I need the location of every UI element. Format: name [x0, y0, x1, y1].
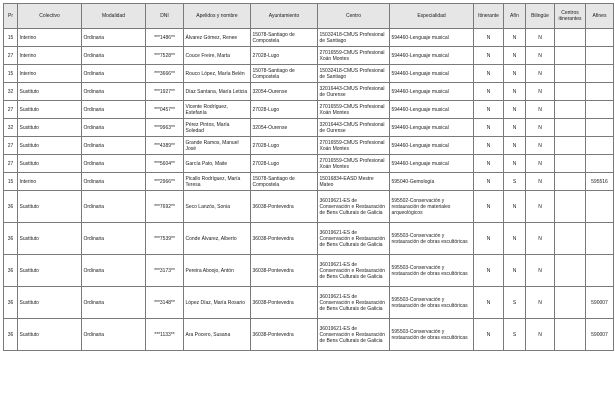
table-cell — [586, 223, 614, 255]
table-row — [4, 319, 614, 351]
table-cell — [586, 47, 614, 65]
table-cell: N — [474, 319, 504, 351]
table-cell: Seco Lanzós, Sonia — [184, 191, 251, 223]
table-row — [4, 223, 614, 255]
table-cell: 590007 — [586, 287, 614, 319]
table-cell: 15016834-EASD Mestre Mateo — [318, 173, 390, 191]
table-cell — [586, 29, 614, 47]
table-cell: 32054-Ourense — [251, 83, 318, 101]
table-cell: 36 — [4, 255, 18, 287]
table-cell: Álvarez Gómez, Renee — [184, 29, 251, 47]
table-cell: 15 — [4, 29, 18, 47]
table-cell: N — [474, 137, 504, 155]
table-cell: 595516 — [586, 173, 614, 191]
table-cell: N — [526, 101, 555, 119]
table-cell: N — [474, 173, 504, 191]
column-header: DNI — [146, 4, 184, 29]
table-row — [4, 29, 614, 47]
table-cell: 36038-Pontevedra — [251, 255, 318, 287]
table-cell: 27016559-CMUS Profesional Xoán Montes — [318, 155, 390, 173]
table-cell: Ordinaria — [82, 191, 146, 223]
table-cell: 32016443-CMUS Profesional de Ourense — [318, 119, 390, 137]
table-cell: Ordinaria — [82, 65, 146, 83]
table-cell: ***3173** — [146, 255, 184, 287]
table-cell: 15078-Santiago de Compostela — [251, 29, 318, 47]
table-cell: N — [504, 191, 526, 223]
table-cell — [555, 191, 586, 223]
table-cell: Ordinaria — [82, 83, 146, 101]
table-cell — [555, 155, 586, 173]
table-cell: 32016443-CMUS Profesional de Ourense — [318, 83, 390, 101]
assignments-table — [3, 3, 614, 351]
table-cell: 594460-Lenguaje musical — [390, 65, 474, 83]
table-cell: Ordinaria — [82, 29, 146, 47]
table-cell: García Pato, Maite — [184, 155, 251, 173]
table-cell: 36038-Pontevedra — [251, 191, 318, 223]
table-cell: 36019621-ES de Conservación e Restauración de Bens Culturais de Galicia — [318, 191, 390, 223]
table-cell: 27 — [4, 137, 18, 155]
table-cell: ***1133** — [146, 319, 184, 351]
table-cell — [586, 155, 614, 173]
table-cell: Ordinaria — [82, 47, 146, 65]
table-cell — [555, 173, 586, 191]
table-cell — [555, 83, 586, 101]
table-cell: Sustituto — [18, 137, 82, 155]
table-cell — [555, 223, 586, 255]
table-cell: 36 — [4, 191, 18, 223]
table-cell — [586, 137, 614, 155]
column-header: Pr — [4, 4, 18, 29]
table-cell: ***1486** — [146, 29, 184, 47]
table-cell: ***7539** — [146, 223, 184, 255]
table-cell: S — [504, 319, 526, 351]
table-cell: 595503-Conservación y restauración de obras escultóricas — [390, 287, 474, 319]
table-cell: Vicente Rodríguez, Estefanía — [184, 101, 251, 119]
table-cell: N — [474, 29, 504, 47]
table-cell: N — [504, 83, 526, 101]
table-cell: 32 — [4, 83, 18, 101]
table-cell: Interino — [18, 65, 82, 83]
table-cell: Sustituto — [18, 101, 82, 119]
column-header: Colectivo — [18, 4, 82, 29]
table-cell — [555, 47, 586, 65]
table-cell: S — [504, 173, 526, 191]
table-cell: N — [504, 101, 526, 119]
table-cell: N — [526, 65, 555, 83]
table-cell: 15032418-CMUS Profesional de Santiago — [318, 65, 390, 83]
table-cell: 27016559-CMUS Profesional Xoán Montes — [318, 137, 390, 155]
table-cell — [586, 191, 614, 223]
table-cell: 27016559-CMUS Profesional Xoán Montes — [318, 47, 390, 65]
table-cell: 27028-Lugo — [251, 137, 318, 155]
table-cell: ***2966** — [146, 173, 184, 191]
table-header-row — [4, 4, 614, 29]
table-row — [4, 155, 614, 173]
table-cell: Pérez Pintos, María Soledad — [184, 119, 251, 137]
table-cell: ***1927** — [146, 83, 184, 101]
table-cell: N — [526, 83, 555, 101]
table-cell: 36038-Pontevedra — [251, 287, 318, 319]
table-cell: N — [504, 65, 526, 83]
table-cell: 15032418-CMUS Profesional de Santiago — [318, 29, 390, 47]
table-cell: Ordinaria — [82, 173, 146, 191]
table-cell: 594460-Lenguaje musical — [390, 119, 474, 137]
table-cell: 32 — [4, 119, 18, 137]
table-cell: N — [526, 191, 555, 223]
table-cell: 594460-Lenguaje musical — [390, 137, 474, 155]
table-cell: N — [474, 287, 504, 319]
table-cell: Sustituto — [18, 119, 82, 137]
table-cell: ***3148** — [146, 287, 184, 319]
table-cell: Sustituto — [18, 255, 82, 287]
table-cell: 27028-Lugo — [251, 47, 318, 65]
table-cell: ***0457** — [146, 101, 184, 119]
table-cell: Sustituto — [18, 223, 82, 255]
table-cell: 32054-Ourense — [251, 119, 318, 137]
table-cell: N — [504, 29, 526, 47]
table-cell — [586, 65, 614, 83]
table-row — [4, 287, 614, 319]
table-cell: 36038-Pontevedra — [251, 319, 318, 351]
table-cell: 36 — [4, 319, 18, 351]
table-cell: 27 — [4, 101, 18, 119]
table-cell: ***7528** — [146, 47, 184, 65]
table-cell: Rouco López, María Belén — [184, 65, 251, 83]
table-cell: N — [526, 223, 555, 255]
table-cell: 590007 — [586, 319, 614, 351]
table-cell: 595503-Conservación y restauración de obras escultóricas — [390, 255, 474, 287]
table-cell: N — [526, 287, 555, 319]
table-cell: 595040-Gemología — [390, 173, 474, 191]
table-cell: Picallo Rodríguez, María Teresa — [184, 173, 251, 191]
table-cell: 595502-Conservación y restauración de materiales arqueológicos — [390, 191, 474, 223]
table-cell: Conde Álvarez, Alberto — [184, 223, 251, 255]
table-cell: Ordinaria — [82, 223, 146, 255]
table-cell: N — [526, 47, 555, 65]
table-cell: 594460-Lenguaje musical — [390, 83, 474, 101]
table-cell — [555, 65, 586, 83]
table-cell: N — [474, 47, 504, 65]
table-cell: N — [474, 119, 504, 137]
table-cell: Ordinaria — [82, 101, 146, 119]
column-header: Afín — [504, 4, 526, 29]
table-cell: 15 — [4, 65, 18, 83]
table-cell: N — [526, 29, 555, 47]
table-cell: Ordinaria — [82, 319, 146, 351]
table-cell: 15078-Santiago de Compostela — [251, 65, 318, 83]
table-cell: N — [474, 65, 504, 83]
table-cell: N — [504, 47, 526, 65]
table-cell: Grande Ramos, Manuel José — [184, 137, 251, 155]
table-cell: N — [474, 101, 504, 119]
table-cell: López Díaz, María Rosario — [184, 287, 251, 319]
table-cell: N — [474, 191, 504, 223]
table-cell — [555, 29, 586, 47]
table-cell: N — [504, 255, 526, 287]
table-cell — [586, 101, 614, 119]
table-cell: N — [526, 255, 555, 287]
column-header: Bilingüe — [526, 4, 555, 29]
column-header: Especialidad — [390, 4, 474, 29]
table-cell: N — [526, 173, 555, 191]
table-cell — [555, 319, 586, 351]
table-cell: 595503-Conservación y restauración de obras escultóricas — [390, 223, 474, 255]
column-header: Afines — [586, 4, 614, 29]
column-header: Centros itinerantes — [555, 4, 586, 29]
table-cell: Ordinaria — [82, 155, 146, 173]
table-cell — [555, 137, 586, 155]
table-cell: N — [474, 255, 504, 287]
table-cell: N — [504, 155, 526, 173]
table-row — [4, 65, 614, 83]
table-cell: 595503-Conservación y restauración de obras escultóricas — [390, 319, 474, 351]
table-cell: Sustituto — [18, 191, 82, 223]
table-cell — [555, 255, 586, 287]
table-row — [4, 119, 614, 137]
table-cell: ***3666** — [146, 65, 184, 83]
column-header: Itinerante — [474, 4, 504, 29]
column-header: Ayuntamiento — [251, 4, 318, 29]
table-cell: ***7692** — [146, 191, 184, 223]
table-cell: Ara Pocero, Susana — [184, 319, 251, 351]
table-cell: 15078-Santiago de Compostela — [251, 173, 318, 191]
table-cell: 594460-Lenguaje musical — [390, 155, 474, 173]
table-row — [4, 173, 614, 191]
table-cell: 27 — [4, 47, 18, 65]
table-cell: N — [526, 119, 555, 137]
table-cell: N — [526, 319, 555, 351]
table-cell: Interino — [18, 173, 82, 191]
table-row — [4, 255, 614, 287]
table-cell — [586, 119, 614, 137]
table-cell: N — [526, 137, 555, 155]
table-row — [4, 83, 614, 101]
table-cell: Sustituto — [18, 319, 82, 351]
table-cell: 27028-Lugo — [251, 101, 318, 119]
table-cell — [555, 119, 586, 137]
table-cell: 15 — [4, 173, 18, 191]
table-cell — [586, 83, 614, 101]
table-cell: N — [504, 137, 526, 155]
column-header: Centro — [318, 4, 390, 29]
table-row — [4, 101, 614, 119]
table-cell: 36038-Pontevedra — [251, 223, 318, 255]
table-cell — [555, 287, 586, 319]
table-cell: Ordinaria — [82, 137, 146, 155]
table-cell: N — [526, 155, 555, 173]
table-cell: 594460-Lenguaje musical — [390, 47, 474, 65]
table-cell: N — [474, 155, 504, 173]
table-cell: Interino — [18, 47, 82, 65]
table-cell: N — [474, 223, 504, 255]
table-row — [4, 47, 614, 65]
table-cell: 27 — [4, 155, 18, 173]
table-cell: Sustituto — [18, 287, 82, 319]
table-cell: ***9963** — [146, 119, 184, 137]
table-cell: 594460-Lenguaje musical — [390, 101, 474, 119]
table-cell: N — [504, 223, 526, 255]
table-row — [4, 191, 614, 223]
table-cell: 594460-Lenguaje musical — [390, 29, 474, 47]
table-cell: Pereira Aboojo, Antón — [184, 255, 251, 287]
table-cell: 36019621-ES de Conservación e Restauración de Bens Culturais de Galicia — [318, 287, 390, 319]
table-cell: Díaz Santana, María Leticia — [184, 83, 251, 101]
document-page — [3, 3, 614, 351]
table-cell: Sustituto — [18, 83, 82, 101]
table-cell: Ordinaria — [82, 287, 146, 319]
column-header: Apelidos y nombre — [184, 4, 251, 29]
table-cell: N — [504, 119, 526, 137]
table-cell: N — [474, 83, 504, 101]
table-cell: S — [504, 287, 526, 319]
column-header: Modalidad — [82, 4, 146, 29]
table-cell — [586, 255, 614, 287]
table-cell: 36019621-ES de Conservación e Restauración de Bens Culturais de Galicia — [318, 319, 390, 351]
table-cell: 36019621-ES de Conservación e Restauración de Bens Culturais de Galicia — [318, 223, 390, 255]
table-cell: 36 — [4, 287, 18, 319]
table-cell: ***5604** — [146, 155, 184, 173]
table-cell: 27028-Lugo — [251, 155, 318, 173]
table-cell — [555, 101, 586, 119]
table-cell: Interino — [18, 29, 82, 47]
table-cell: Ordinaria — [82, 119, 146, 137]
table-cell: 36019621-ES de Conservación e Restauración de Bens Culturais de Galicia — [318, 255, 390, 287]
table-cell: 27016559-CMUS Profesional Xoán Montes — [318, 101, 390, 119]
table-cell: Sustituto — [18, 155, 82, 173]
table-cell: ***4389** — [146, 137, 184, 155]
table-cell: Ordinaria — [82, 255, 146, 287]
table-cell: 36 — [4, 223, 18, 255]
table-row — [4, 137, 614, 155]
table-cell: Couce Freire, Marta — [184, 47, 251, 65]
